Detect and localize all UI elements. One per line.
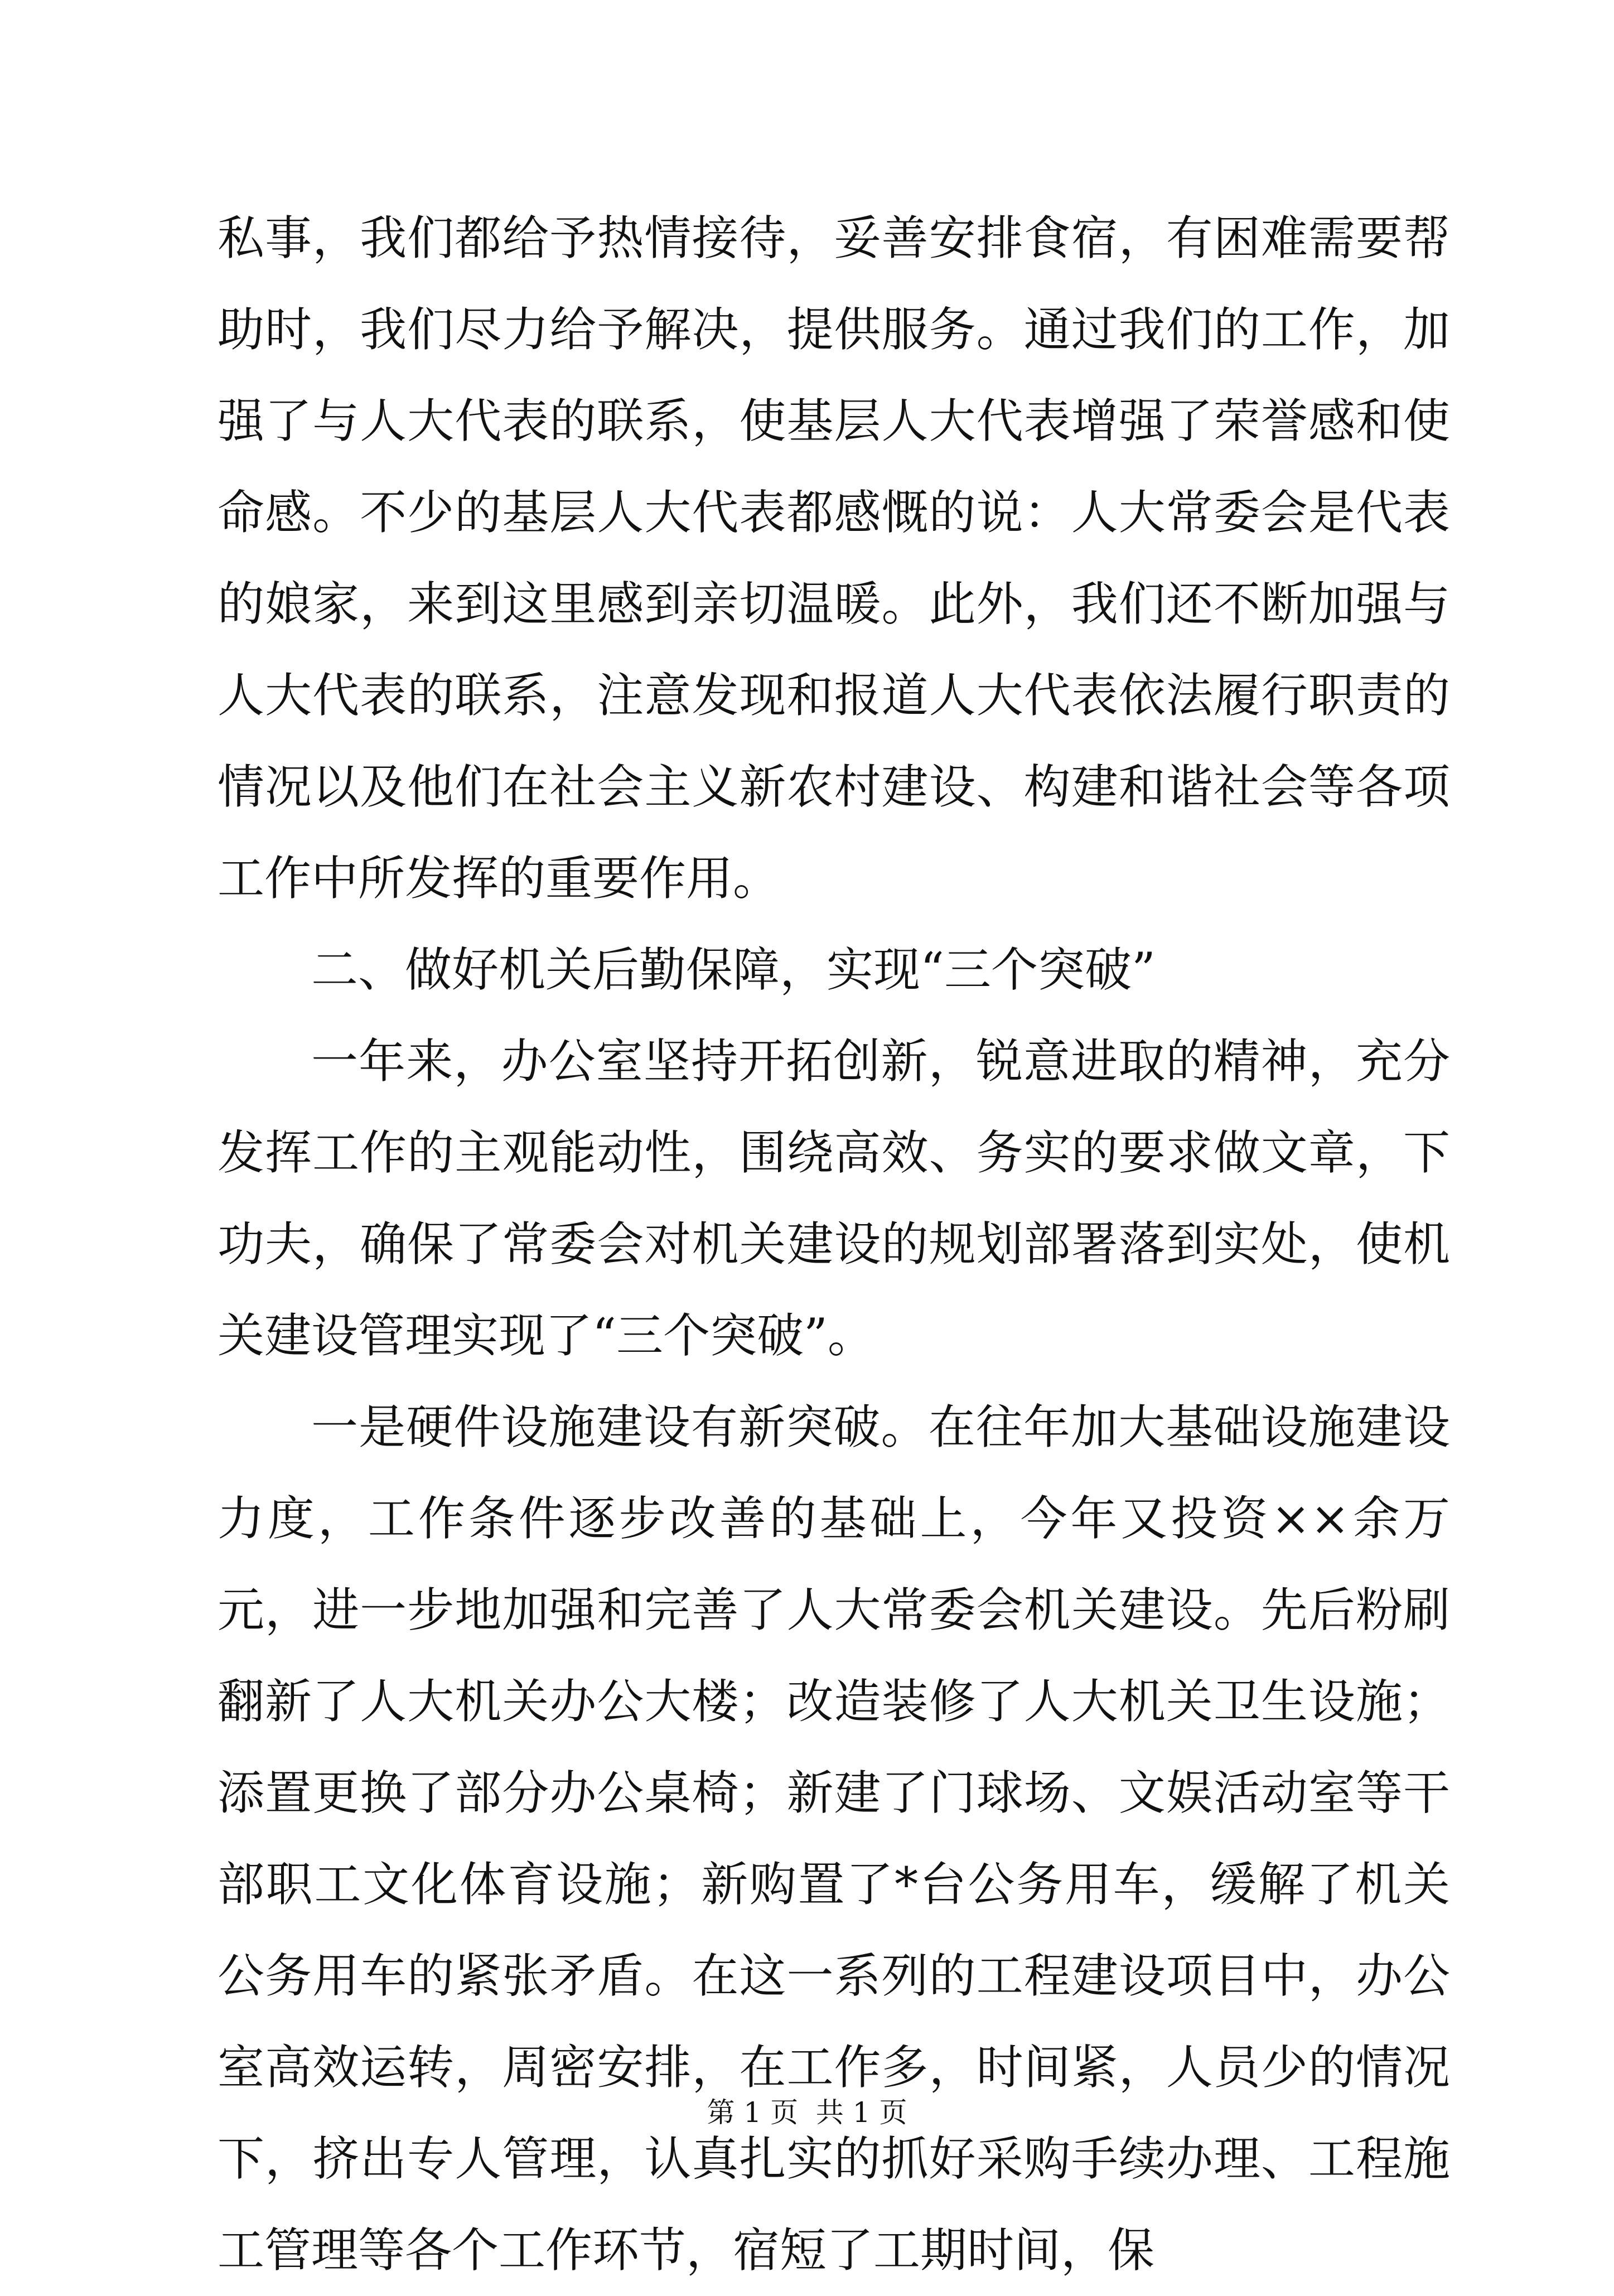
section-heading: 二、做好机关后勤保障，实现“三个突破” [311, 942, 1156, 997]
document-body [218, 192, 1450, 2296]
paragraph: 一年来，办公室坚持开拓创新，锐意进取的精神，充分发挥工作的主观能动性，围绕高效、务实的要求做文章，下功夫，确保了常委会对机关建设的规划部署落到实处，使机关建设管理实现了“三个突破”。 [218, 1034, 1450, 1363]
paragraph: 一是硬件设施建设有新突破。在往年加大基础设施建设力度，工作条件逐步改善的基础上，今年又投资××余万元，进一步地加强和完善了人大常委会机关建设。先后粉刷翻新了人大机关办公大楼；改造装修了人大机关卫生设施；添置更换了部分办公桌椅；新建了门球场、文娱活动室等干部职工文化体育设施；新购置了*台公务用车，缓解了机关公务用车的紧张矛盾。在这一系列的工程建设项目中，办公室高效运转，周密安排，在工作多，时间紧，人员少的情况下，挤出专人管理，认真扎实的抓好采购手续办理、工程施工管理等各个工作环节，宿短了工期时间，保 [218, 1400, 1450, 2278]
page-footer: 第 1 页 共 1 页 [707, 2096, 907, 2129]
paragraph-continuation: 私事，我们都给予热情接待，妥善安排食宿，有困难需要帮助时，我们尽力给予解决，提供服务。通过我们的工作，加强了与人大代表的联系，使基层人大代表增强了荣誉感和使命感。不少的基层人大代表都感慨的说：人大常委会是代表的娘家，来到这里感到亲切温暖。此外，我们还不断加强与人大代表的联系，注意发现和报道人大代表依法履行职责的情况以及他们在社会主义新农村建设、构建和谐社会等各项工作中所发挥的重要作用。 [218, 211, 1450, 906]
